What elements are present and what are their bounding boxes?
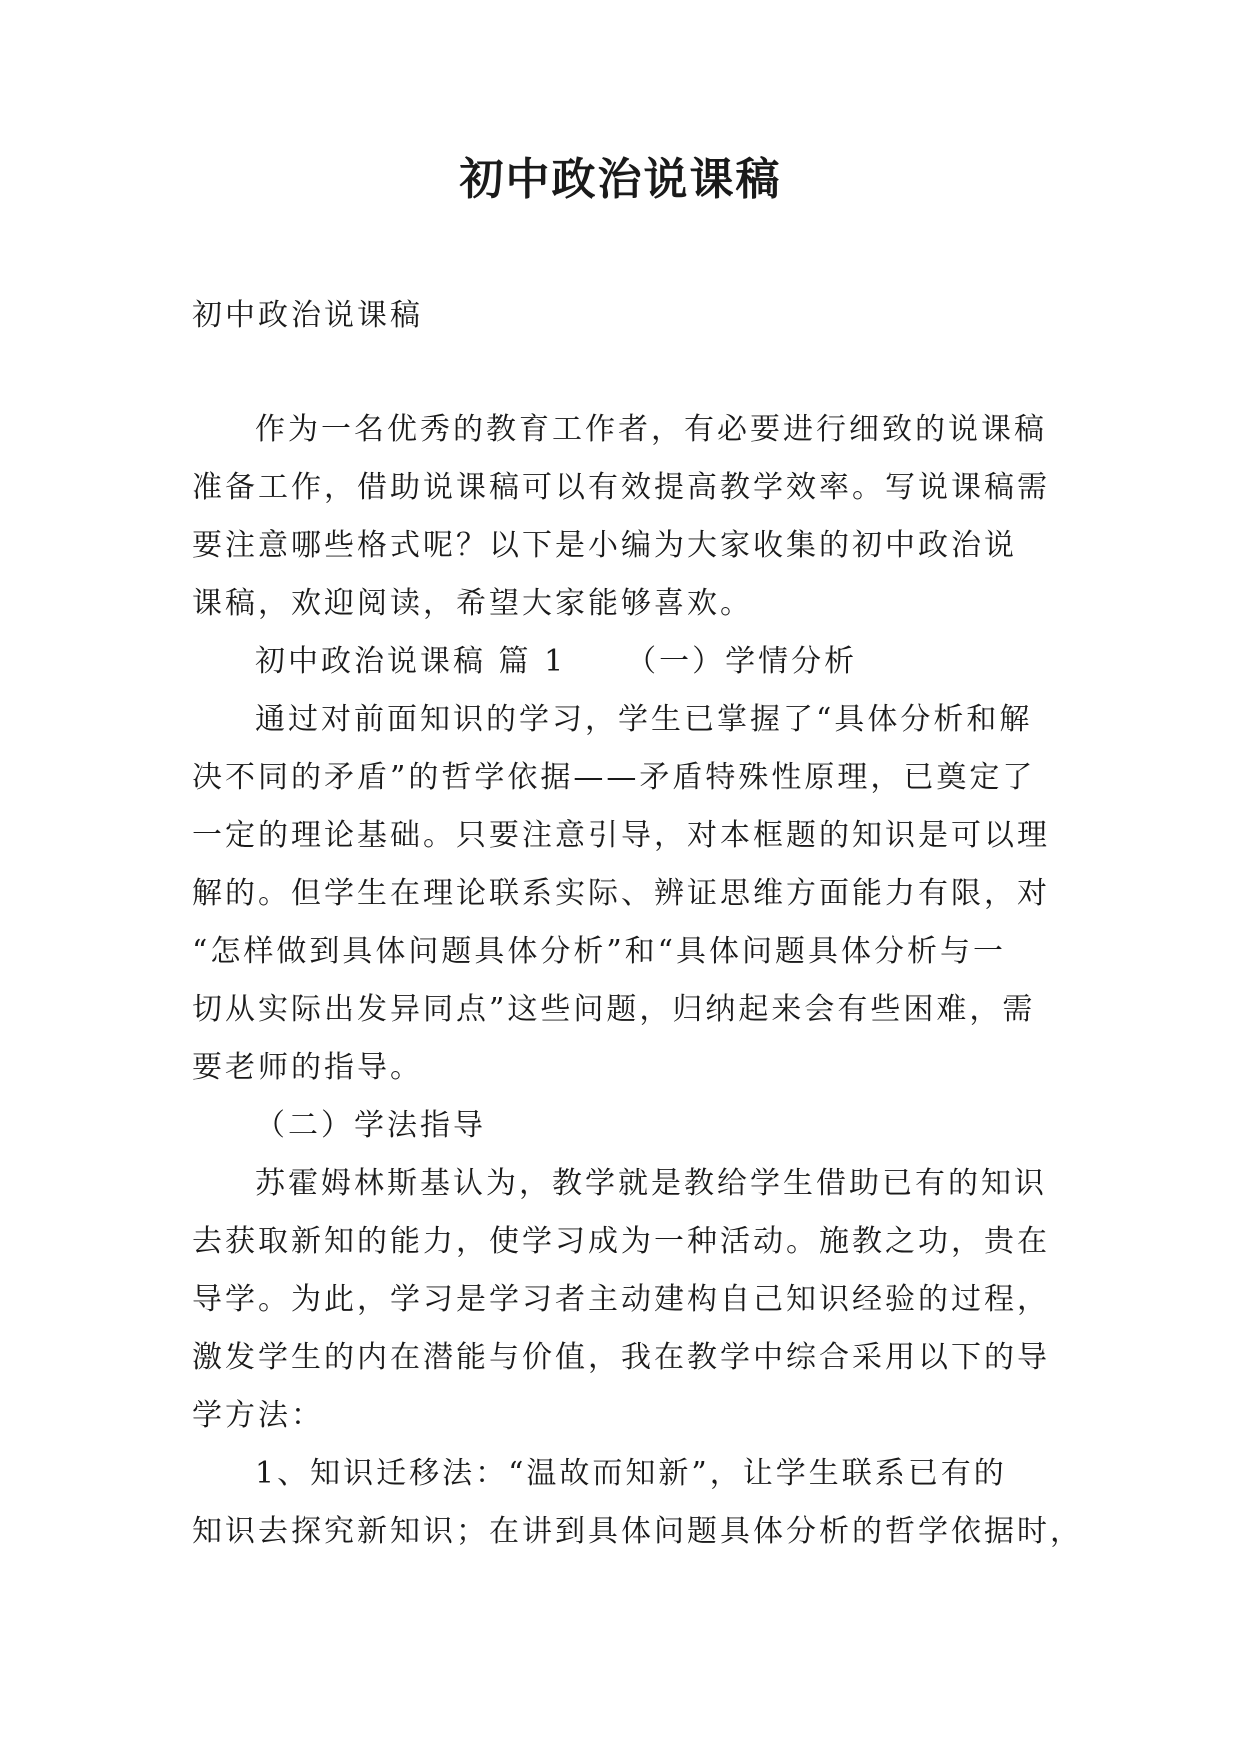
paragraph-line: 解的。但学生在理论联系实际、辨证思维方面能力有限，对 [192,876,1050,911]
paragraph-line: 一定的理论基础。只要注意引导，对本框题的知识是可以理 [192,818,1050,853]
section-heading-line [255,642,857,682]
paragraph-line: 导学。为此，学习是学习者主动建构自己知识经验的过程， [192,1282,1050,1317]
section-heading: （一）学情分析 [626,644,858,679]
paragraph-line: 要注意哪些格式呢？以下是小编为大家收集的初中政治说 [192,528,1017,563]
paragraph-line: 切从实际出发异同点”这些问题，归纳起来会有些困难，需 [192,992,1036,1027]
document-title: 初中政治说课稿 [459,154,782,205]
paragraph-line: 准备工作，借助说课稿可以有效提高教学效率。写说课稿需 [192,470,1050,505]
paragraph-line: 课稿，欢迎阅读，希望大家能够喜欢。 [192,586,753,621]
paragraph-line: 知识去探究新知识；在讲到具体问题具体分析的哲学依据时， [192,1514,1083,1549]
paragraph-line: 要老师的指导。 [192,1050,423,1085]
paragraph-line: “怎样做到具体问题具体分析”和“具体问题具体分析与一 [192,934,1007,969]
paragraph-line: 激发学生的内在潜能与价值，我在教学中综合采用以下的导 [192,1340,1050,1375]
paragraph-line: 作为一名优秀的教育工作者，有必要进行细致的说课稿 [255,412,1047,447]
paragraph-line: 苏霍姆林斯基认为，教学就是教给学生借助已有的知识 [255,1166,1047,1201]
paragraph-line: 学方法： [192,1398,324,1433]
document-subtitle: 初中政治说课稿 [192,298,423,333]
paragraph-line: 去获取新知的能力，使学习成为一种活动。施教之功，贵在 [192,1224,1050,1259]
paragraph-line: 决不同的矛盾”的哲学依据——矛盾特殊性原理，已奠定了 [192,760,1036,795]
section-heading: （二）学法指导 [255,1108,486,1143]
paragraph-line: 通过对前面知识的学习，学生已掌握了“具体分析和解 [255,702,1033,737]
paragraph-line: 1、知识迁移法：“温故而知新”，让学生联系已有的 [255,1456,1007,1491]
article-title: 初中政治说课稿 [255,644,486,679]
article-number: 篇 1 [498,644,567,679]
